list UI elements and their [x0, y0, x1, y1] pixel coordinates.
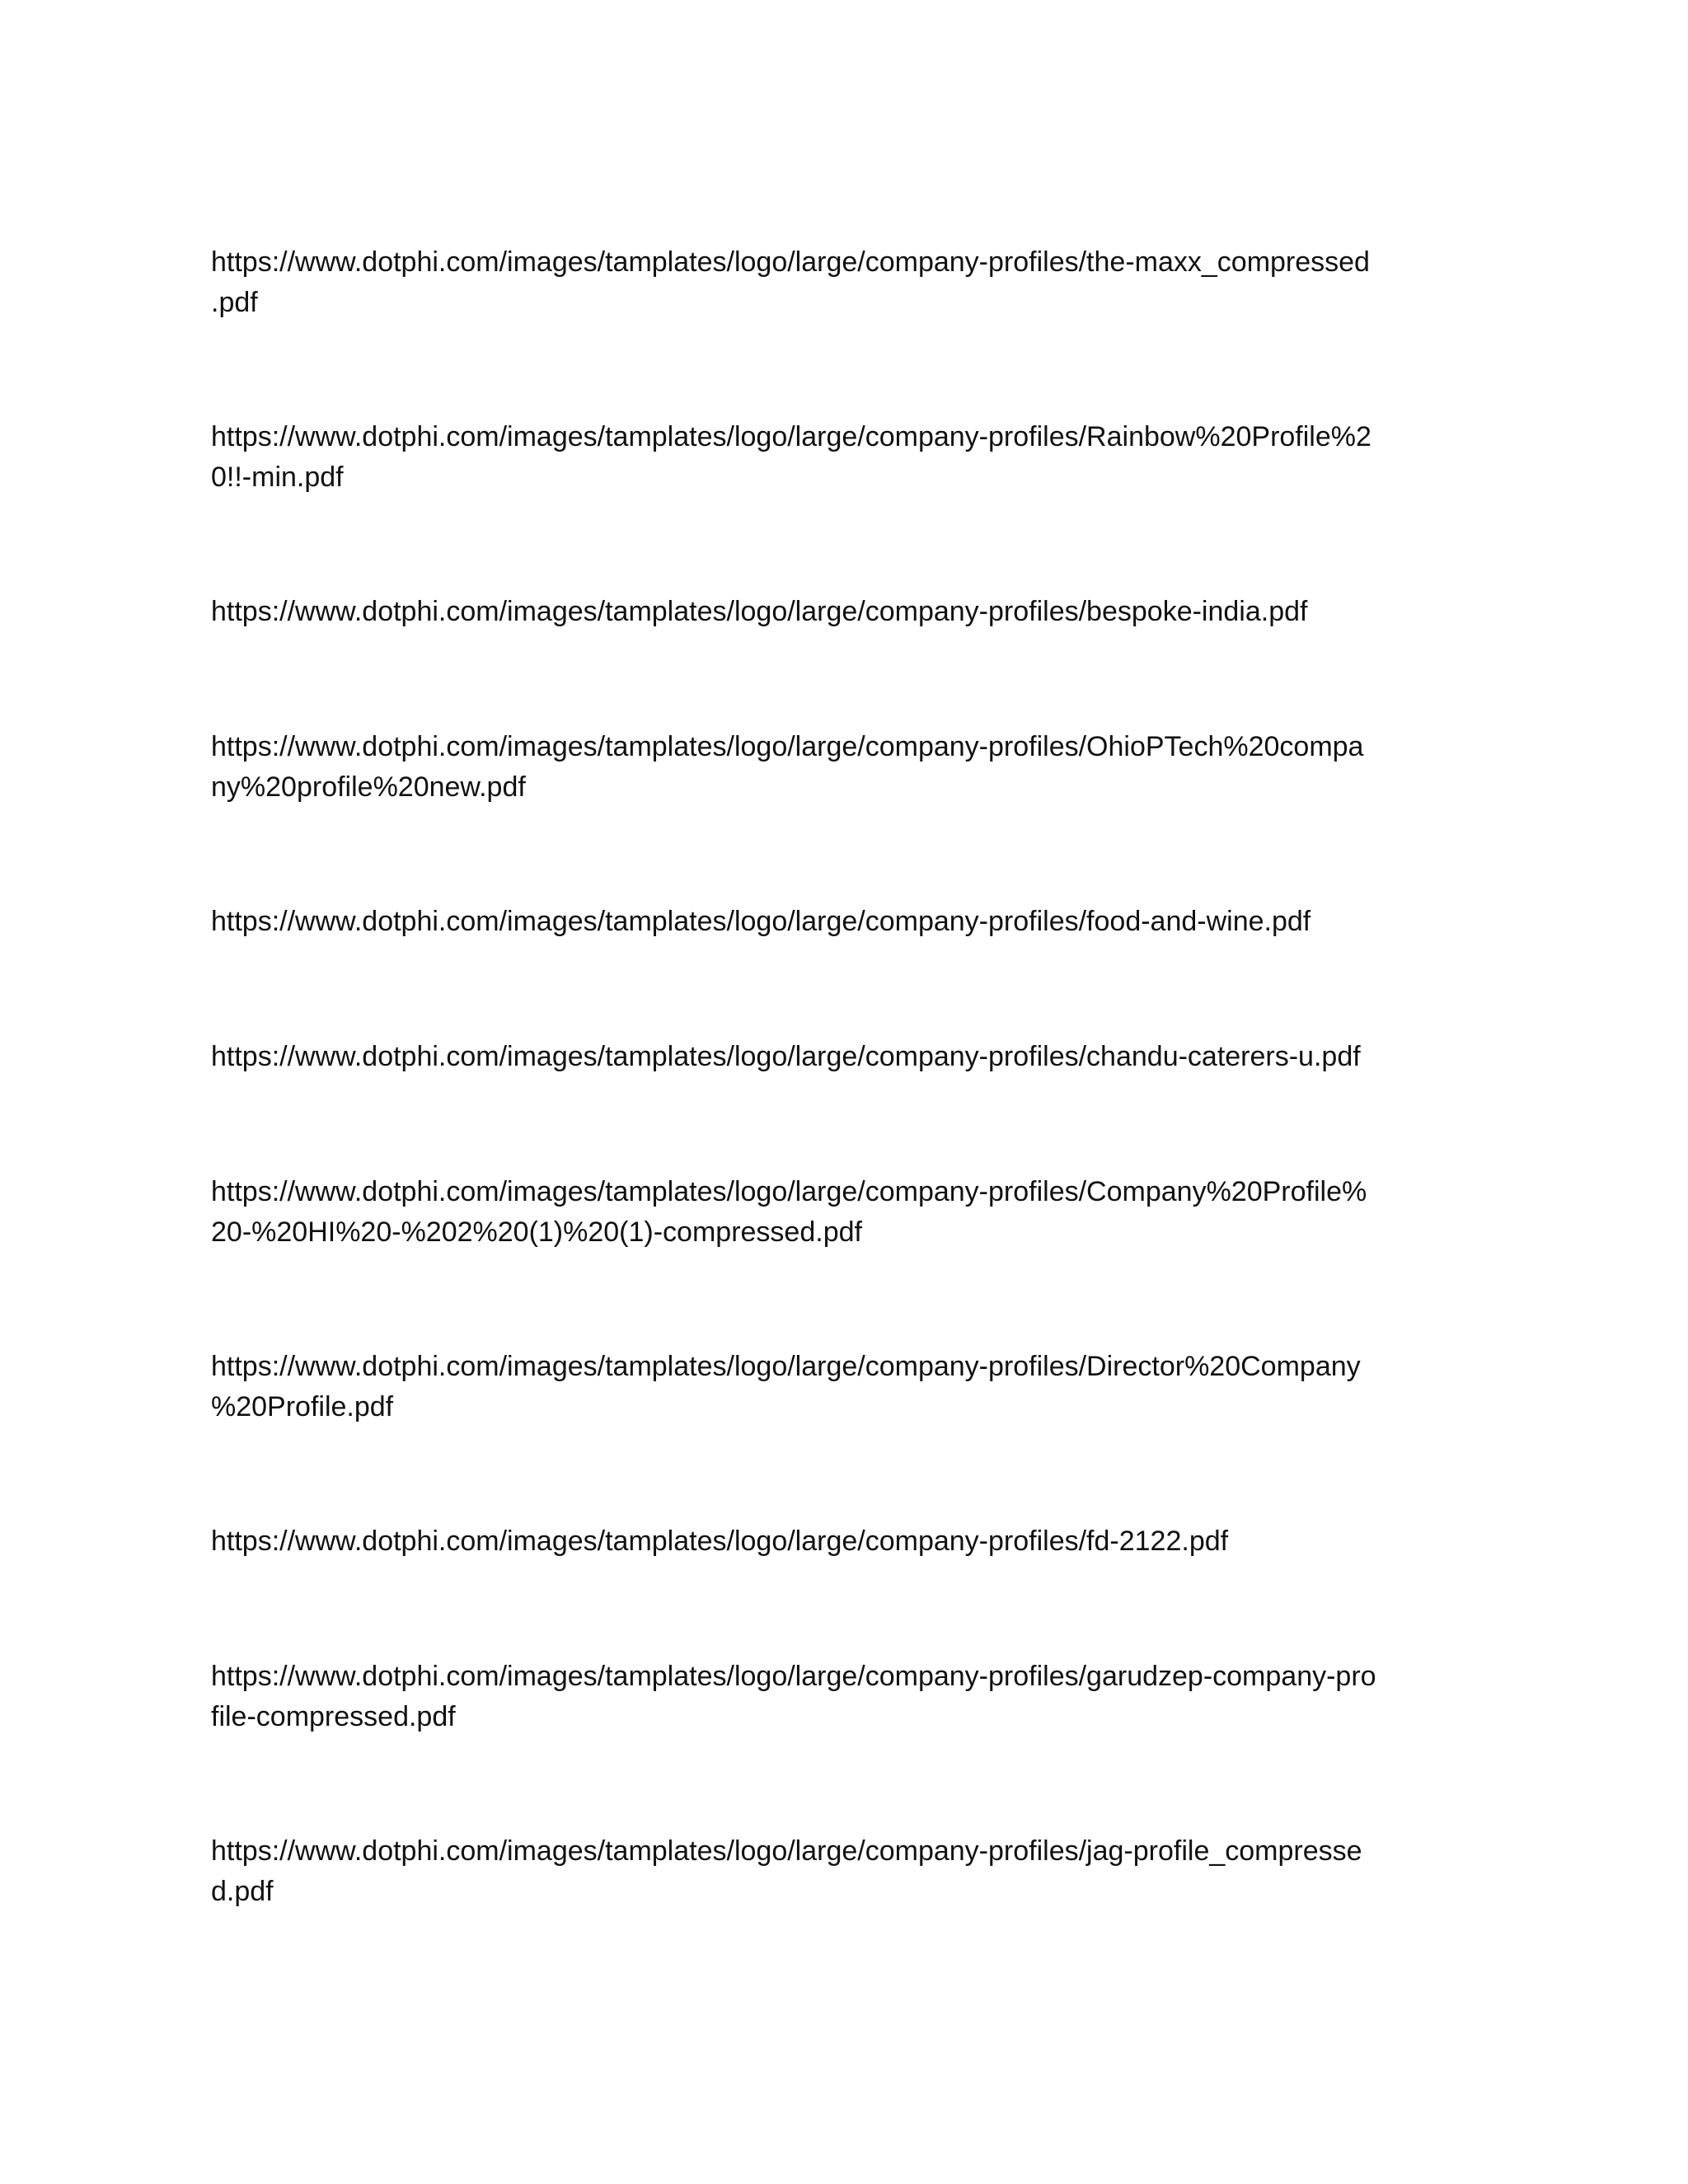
link-line: 0!!-min.pdf — [211, 462, 344, 493]
link-company-profile-hi[interactable] — [211, 1172, 1480, 1253]
link-jag-profile[interactable] — [211, 1831, 1480, 1912]
link-line: file-compressed.pdf — [211, 1701, 456, 1732]
link-director-company-profile[interactable] — [211, 1347, 1480, 1427]
link-chandu-caterers[interactable] — [211, 1037, 1480, 1077]
link-ohioptech[interactable] — [211, 727, 1480, 808]
link-line: https://www.dotphi.com/images/tamplates/logo/large/company-profiles/fd-2122.pdf — [211, 1526, 1229, 1557]
link-line: https://www.dotphi.com/images/tamplates/logo/large/company-profiles/Director%20Company — [211, 1351, 1361, 1382]
link-line: https://www.dotphi.com/images/tamplates/logo/large/company-profiles/garudzep-company-pro — [211, 1661, 1376, 1692]
link-line: https://www.dotphi.com/images/tamplates/logo/large/company-profiles/Rainbow%20Profile%2 — [211, 421, 1372, 452]
link-line: https://www.dotphi.com/images/tamplates/logo/large/company-profiles/Company%20Profile% — [211, 1176, 1367, 1207]
link-line: d.pdf — [211, 1876, 274, 1907]
link-line: 20-%20HI%20-%202%20(1)%20(1)-compressed.pdf — [211, 1216, 862, 1248]
link-garudzep[interactable] — [211, 1657, 1480, 1737]
link-line: https://www.dotphi.com/images/tamplates/logo/large/company-profiles/bespoke-india.pdf — [211, 596, 1308, 627]
link-line: https://www.dotphi.com/images/tamplates/logo/large/company-profiles/jag-profile_compresse — [211, 1835, 1362, 1867]
link-line: https://www.dotphi.com/images/tamplates/logo/large/company-profiles/the-maxx_compressed — [211, 246, 1370, 278]
link-line: https://www.dotphi.com/images/tamplates/logo/large/company-profiles/food-and-wine.pdf — [211, 906, 1311, 937]
link-line: https://www.dotphi.com/images/tamplates/logo/large/company-profiles/chandu-caterers-u.pdf — [211, 1041, 1361, 1072]
link-rainbow-profile[interactable] — [211, 417, 1480, 498]
link-line: .pdf — [211, 287, 258, 318]
link-line: ny%20profile%20new.pdf — [211, 771, 526, 803]
link-line: https://www.dotphi.com/images/tamplates/logo/large/company-profiles/OhioPTech%20compa — [211, 731, 1364, 762]
link-bespoke-india[interactable] — [211, 592, 1480, 632]
link-the-maxx[interactable] — [211, 242, 1480, 323]
link-fd-2122[interactable] — [211, 1521, 1480, 1562]
link-line: %20Profile.pdf — [211, 1391, 394, 1422]
link-food-and-wine[interactable] — [211, 902, 1480, 942]
